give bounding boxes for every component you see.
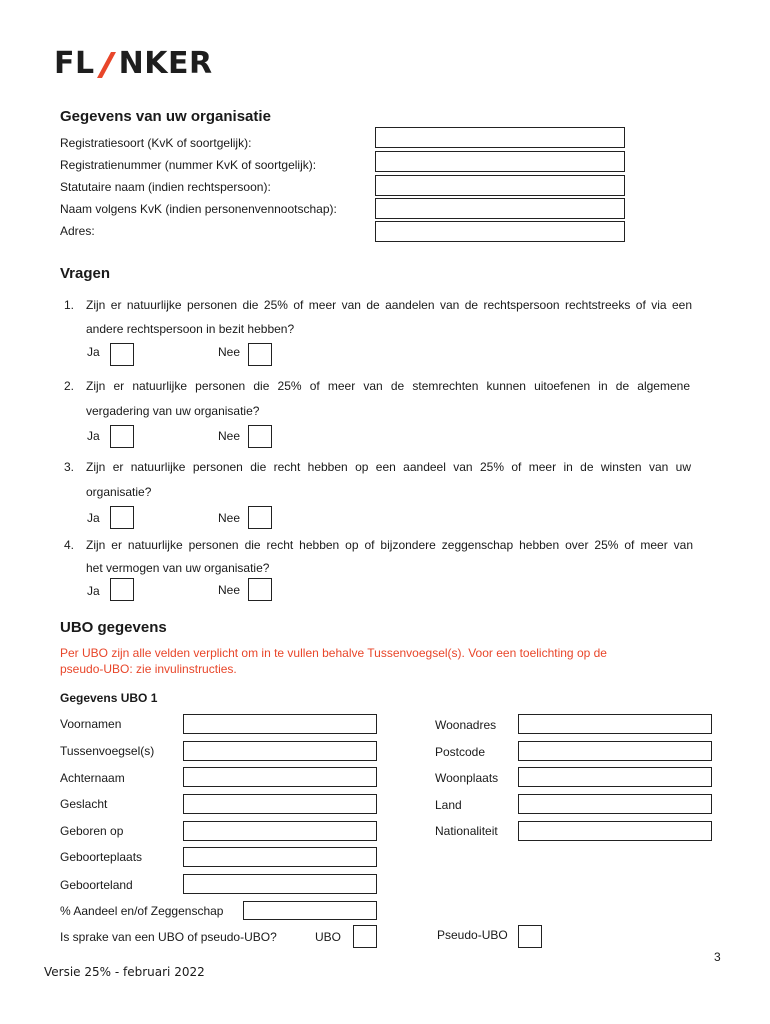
question-4-yes-checkbox[interactable] <box>110 578 134 601</box>
ubo-label-postcode: Postcode <box>435 745 486 759</box>
ubo-label-geboren-op: Geboren op <box>60 824 124 838</box>
ubo-label-voornamen: Voornamen <box>60 717 122 731</box>
geboorteland-field[interactable] <box>183 874 377 894</box>
question-1-yes-label: Ja <box>87 345 100 359</box>
ubo-label-achternaam: Achternaam <box>60 771 125 785</box>
woonplaats-field[interactable] <box>518 767 712 787</box>
question-1-line2: andere rechtspersoon in bezit hebben? <box>86 322 295 336</box>
question-3-no-label: Nee <box>218 511 241 525</box>
question-2-yes-label: Ja <box>87 429 100 443</box>
question-1-number: 1. <box>64 298 75 312</box>
ubo-type-question: Is sprake van een UBO of pseudo-UBO? <box>60 930 277 944</box>
ubo-label-woonadres: Woonadres <box>435 718 497 732</box>
question-4-yes-label: Ja <box>87 584 100 598</box>
question-2-no-checkbox[interactable] <box>248 425 272 448</box>
registratienummer-field[interactable] <box>375 151 625 172</box>
land-field[interactable] <box>518 794 712 814</box>
org-label-registratiesoort: Registratiesoort (KvK of soortgelijk): <box>60 136 252 150</box>
ubo-label-aandeel: % Aandeel en/of Zeggenschap <box>60 904 224 918</box>
question-1-line1: Zijn er natuurlijke personen die 25% of meer van de aandelen van de rechtspersoon rechtstreeks of via een <box>86 298 692 312</box>
ubo-note-line2: pseudo-UBO: zie invulinstructies. <box>60 662 237 676</box>
question-2-number: 2. <box>64 379 75 393</box>
ubo-label-land: Land <box>435 798 462 812</box>
logo-slash-icon <box>95 49 119 79</box>
question-2-line1: Zijn er natuurlijke personen die 25% of meer van de stemrechten kunnen uitoefenen in de algemene <box>86 379 690 393</box>
adres-field[interactable] <box>375 221 625 242</box>
ubo-label-tussenvoegsels: Tussenvoegsel(s) <box>60 744 155 758</box>
achternaam-field[interactable] <box>183 767 377 787</box>
pseudo-ubo-checkbox[interactable] <box>518 925 542 948</box>
question-4-line2: het vermogen van uw organisatie? <box>86 561 270 575</box>
flanker-logo <box>54 46 213 82</box>
org-heading: Gegevens van uw organisatie <box>60 108 271 125</box>
question-1-no-checkbox[interactable] <box>248 343 272 366</box>
logo-text-right: NKER <box>118 46 213 81</box>
question-3-yes-checkbox[interactable] <box>110 506 134 529</box>
aandeel-zeggenschap-field[interactable] <box>243 901 377 920</box>
question-3-line1: Zijn er natuurlijke personen die recht hebben op een aandeel van 25% of meer in de winsten van uw <box>86 460 691 474</box>
ubo-label-geboorteplaats: Geboorteplaats <box>60 850 143 864</box>
question-3-number: 3. <box>64 460 75 474</box>
vragen-heading: Vragen <box>60 265 111 282</box>
geboorteplaats-field[interactable] <box>183 847 377 867</box>
geboren-op-field[interactable] <box>183 821 377 841</box>
ubo-subheading: Gegevens UBO 1 <box>60 691 158 705</box>
ubo-label-geslacht: Geslacht <box>60 797 108 811</box>
question-4-no-label: Nee <box>218 583 241 597</box>
geslacht-field[interactable] <box>183 794 377 814</box>
ubo-label-nationaliteit: Nationaliteit <box>435 824 498 838</box>
page-number: 3 <box>714 950 721 964</box>
ubo-label-woonplaats: Woonplaats <box>435 771 499 785</box>
question-1-no-label: Nee <box>218 345 241 359</box>
version-footer: Versie 25% - februari 2022 <box>44 965 205 979</box>
logo-text-left: FL <box>54 46 95 81</box>
question-4-line1: Zijn er natuurlijke personen die recht hebben op of bijzondere zeggenschap hebben over 25% of meer van <box>86 538 693 552</box>
org-label-naam-kvk: Naam volgens KvK (indien personenvennootschap): <box>60 202 337 216</box>
postcode-field[interactable] <box>518 741 712 761</box>
question-4-no-checkbox[interactable] <box>248 578 272 601</box>
question-3-no-checkbox[interactable] <box>248 506 272 529</box>
woonadres-field[interactable] <box>518 714 712 734</box>
registratiesoort-field[interactable] <box>375 127 625 148</box>
tussenvoegsels-field[interactable] <box>183 741 377 761</box>
naam-kvk-field[interactable] <box>375 198 625 219</box>
ubo-option-label: UBO <box>315 930 342 944</box>
statutaire-naam-field[interactable] <box>375 175 625 196</box>
voornamen-field[interactable] <box>183 714 377 734</box>
org-label-registratienummer: Registratienummer (nummer KvK of soortgelijk): <box>60 158 317 172</box>
ubo-label-geboorteland: Geboorteland <box>60 878 133 892</box>
org-label-adres: Adres: <box>60 224 95 238</box>
question-3-line2: organisatie? <box>86 485 152 499</box>
ubo-checkbox[interactable] <box>353 925 377 948</box>
question-3-yes-label: Ja <box>87 511 100 525</box>
ubo-heading: UBO gegevens <box>60 619 167 636</box>
question-2-line2: vergadering van uw organisatie? <box>86 404 260 418</box>
pseudo-ubo-option-label: Pseudo-UBO <box>437 928 508 942</box>
question-1-yes-checkbox[interactable] <box>110 343 134 366</box>
org-label-statutaire-naam: Statutaire naam (indien rechtspersoon): <box>60 180 271 194</box>
nationaliteit-field[interactable] <box>518 821 712 841</box>
question-2-no-label: Nee <box>218 429 241 443</box>
ubo-note-line1: Per UBO zijn alle velden verplicht om in te vullen behalve Tussenvoegsel(s). Voor een toelichting op de <box>60 646 607 660</box>
question-2-yes-checkbox[interactable] <box>110 425 134 448</box>
question-4-number: 4. <box>64 538 75 552</box>
